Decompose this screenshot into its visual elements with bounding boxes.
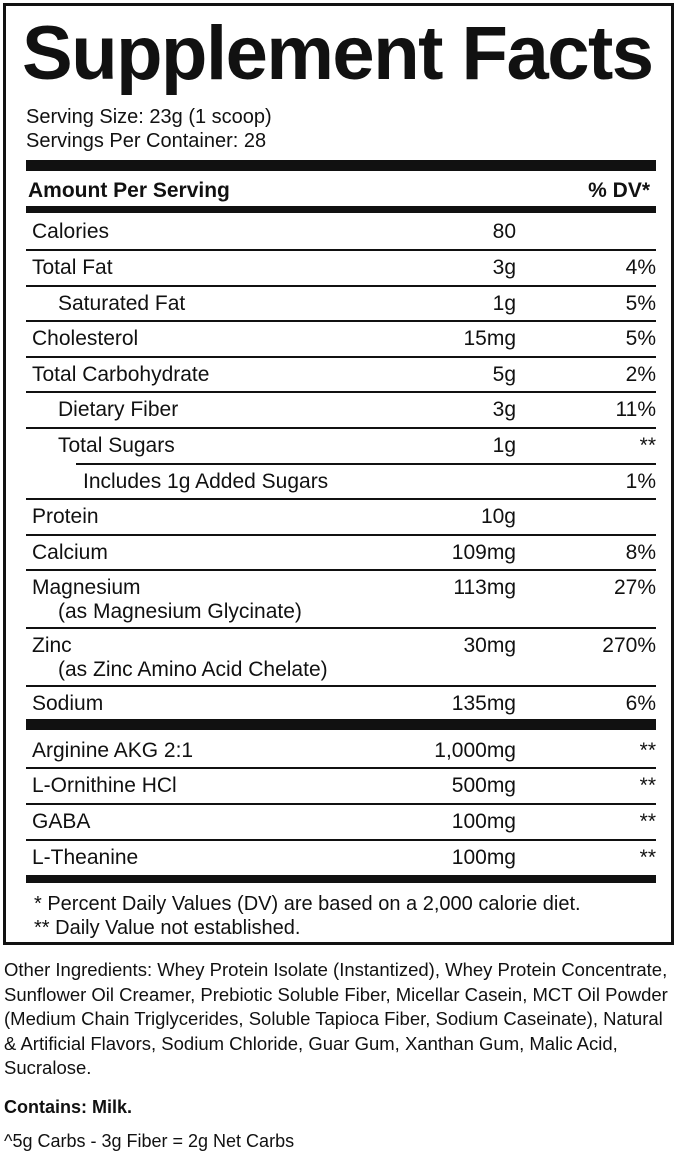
nutrient-amount: 3g: [492, 398, 516, 421]
nutrient-name: Cholesterol: [32, 327, 139, 350]
nutrient-amount: 113mg: [453, 576, 516, 599]
ingredient-amount: 100mg: [451, 810, 516, 833]
nutrient-row-calories: [26, 213, 656, 249]
ingredient-dv: **: [639, 810, 656, 833]
ingredient-row-l-ornithine: [26, 767, 656, 803]
ingredient-amount: 500mg: [451, 774, 516, 797]
nutrient-row-total-fat: [26, 249, 656, 285]
nutrient-name: Includes 1g Added Sugars: [83, 470, 329, 493]
nutrient-amount: 3g: [492, 256, 516, 279]
nutrient-amount: 15mg: [463, 327, 516, 350]
nutrient-dv: 2%: [625, 363, 656, 386]
nutrient-name: Total Sugars: [58, 434, 175, 457]
nutrient-name: Sodium: [32, 692, 104, 715]
nutrient-amount: 135mg: [451, 692, 516, 715]
nutrient-source: (as Magnesium Glycinate): [58, 600, 302, 623]
thick-divider-bottom: [26, 875, 656, 883]
ingredient-row-l-theanine: [26, 839, 656, 875]
nutrient-amount: 5g: [492, 363, 516, 386]
nutrient-row-magnesium: [26, 569, 656, 627]
nutrient-amount: 10g: [480, 505, 516, 528]
nutrient-dv: 8%: [625, 541, 656, 564]
serving-size: Serving Size: 23g (1 scoop): [26, 106, 272, 128]
ingredient-name: L-Ornithine HCl: [32, 774, 177, 797]
nutrient-name: Total Carbohydrate: [32, 363, 210, 386]
nutrient-row-added-sugars: [26, 463, 656, 498]
other-ingredients: Other Ingredients: Whey Protein Isolate (Instantized), Whey Protein Concentrate, Sunflower Oil Creamer, Prebiotic Soluble Fiber, Micellar Casein, MCT Oil Powder (Medium Chain Triglycerides, Soluble Tapioca Fiber, Sodium Caseinate), Natural & Artificial Flavors, Sodium Chloride, Guar Gum, Xanthan Gum, Malic Acid, Sucralose.: [4, 959, 668, 1078]
nutrient-name: Calcium: [32, 541, 108, 564]
nutrient-row-total-sugars: [26, 427, 656, 463]
ingredient-amount: 100mg: [451, 846, 516, 869]
net-carbs-note: ^5g Carbs - 3g Fiber = 2g Net Carbs: [4, 1131, 295, 1151]
nutrient-row-saturated-fat: [26, 285, 656, 320]
nutrient-row-zinc: [26, 627, 656, 685]
ingredient-name: GABA: [32, 810, 91, 833]
footnote-dv-basis: * Percent Daily Values (DV) are based on a 2,000 calorie diet.: [34, 893, 581, 915]
nutrient-name: Calories: [32, 220, 110, 243]
supplement-facts-panel: [3, 3, 674, 945]
nutrient-dv: 5%: [625, 292, 656, 315]
nutrient-row-total-carbohydrate: [26, 356, 656, 391]
nutrient-amount: 80: [492, 220, 516, 243]
nutrient-dv: 5%: [625, 327, 656, 350]
nutrient-row-dietary-fiber: [26, 391, 656, 427]
nutrient-source: (as Zinc Amino Acid Chelate): [58, 658, 328, 681]
nutrient-name: Dietary Fiber: [58, 398, 179, 421]
nutrient-row-sodium: [26, 685, 656, 719]
nutrient-dv: 11%: [615, 398, 656, 421]
nutrient-dv: 270%: [602, 634, 656, 657]
ingredient-row-arginine-akg: [26, 732, 656, 767]
nutrient-row-protein: [26, 498, 656, 534]
thick-divider-top: [26, 160, 656, 171]
ingredient-row-gaba: [26, 803, 656, 839]
nutrient-amount: 30mg: [463, 634, 516, 657]
ingredient-dv: **: [639, 739, 656, 762]
panel-title: Supplement Facts: [22, 11, 653, 96]
allergen-statement: Contains: Milk.: [4, 1097, 133, 1117]
ingredient-dv: **: [639, 846, 656, 869]
nutrient-dv: 6%: [625, 692, 656, 715]
dv-header: % DV*: [588, 179, 650, 202]
ingredient-dv: **: [639, 774, 656, 797]
thick-divider-header: [26, 206, 656, 213]
nutrient-dv: 4%: [625, 256, 656, 279]
nutrient-name: Zinc: [32, 634, 72, 657]
nutrient-row-calcium: [26, 534, 656, 569]
nutrient-name: Total Fat: [32, 256, 113, 279]
footnote-dv-not-established: ** Daily Value not established.: [34, 917, 301, 939]
nutrient-dv: 1%: [625, 470, 656, 493]
nutrient-amount: 1g: [492, 292, 516, 315]
nutrient-dv: 27%: [613, 576, 656, 599]
nutrient-name: Magnesium: [32, 576, 141, 599]
nutrient-name: Protein: [32, 505, 99, 528]
servings-per-container: Servings Per Container: 28: [26, 130, 267, 152]
nutrient-dv: **: [639, 434, 656, 457]
amount-per-serving-header: Amount Per Serving: [28, 179, 230, 202]
nutrient-row-cholesterol: [26, 320, 656, 356]
nutrient-amount: 109mg: [451, 541, 516, 564]
ingredient-amount: 1,000mg: [434, 739, 516, 762]
ingredient-name: L-Theanine: [32, 846, 139, 869]
nutrient-amount: 1g: [492, 434, 516, 457]
nutrient-name: Saturated Fat: [58, 292, 186, 315]
ingredient-name: Arginine AKG 2:1: [32, 739, 194, 762]
thick-divider-blend: [26, 719, 656, 730]
